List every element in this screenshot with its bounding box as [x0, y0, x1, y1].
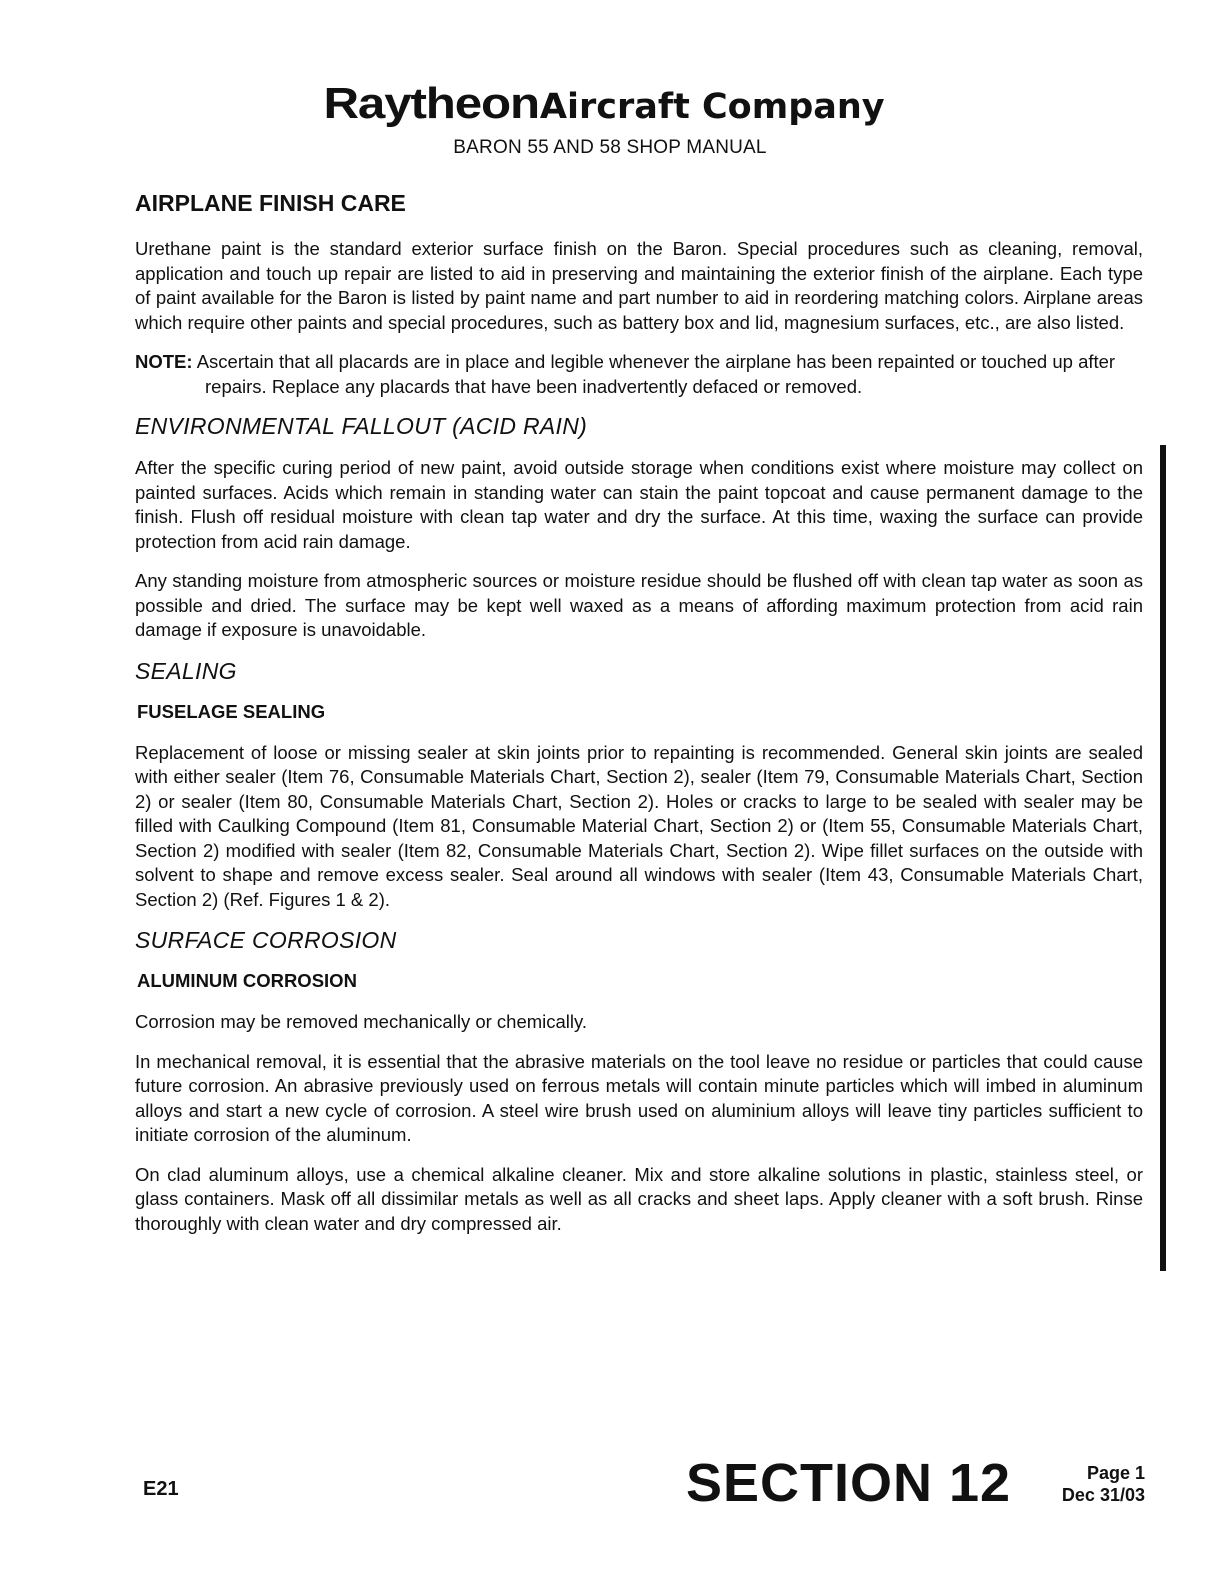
paragraph: Any standing moisture from atmospheric sources or moisture residue should be flushed off with clean tap water as soon as possible and dried. The surface may be kept well waxed as a means of affording maximum protection from acid rain damage if exposure is unavoidable.: [135, 570, 1143, 640]
paragraph: Corrosion may be removed mechanically or chemically.: [135, 1011, 588, 1032]
heading-sealing: SEALING: [135, 657, 237, 684]
paragraph: On clad aluminum alloys, use a chemical alkaline cleaner. Mix and store alkaline solutions in plastic, stainless steel, or glass containers. Mask off all dissimilar metals as well as all cracks and sheet laps. Apply cleaner with a soft brush. Rinse thoroughly with clean water and dry compressed air.: [135, 1163, 1143, 1234]
revision-date: Dec 31/03: [1061, 1485, 1145, 1505]
manual-title: BARON 55 AND 58 SHOP MANUAL: [453, 137, 767, 158]
note-label: NOTE:: [135, 351, 193, 372]
page-header: [0, 78, 1220, 159]
document-body: [135, 190, 1143, 1251]
footer-section-label: SECTION 12: [686, 1453, 1012, 1513]
heading-environmental-fallout: ENVIRONMENTAL FALLOUT (ACID RAIN): [135, 413, 588, 439]
subheading-fuselage-sealing: FUSELAGE SEALING: [137, 700, 326, 722]
section-title-finish-care: AIRPLANE FINISH CARE: [135, 190, 406, 216]
paragraph: Urethane paint is the standard exterior surface finish on the Baron. Special procedures such as cleaning, removal, application and touch up repair are listed to aid in preserving and maintaining the exterior finish of the airplane. Each type of paint available for the Baron is listed by paint name and part number to aid in reordering matching colors. Airplane areas which require other paints and special procedures, such as battery box and lid, magnesium surfaces, etc., are also listed.: [135, 238, 1143, 333]
footer-code: E21: [143, 1478, 179, 1500]
brand-name: Raytheon: [323, 79, 540, 128]
page-number: Page 1: [1086, 1463, 1145, 1483]
paragraph: Replacement of loose or missing sealer at skin joints prior to repainting is recommended. General skin joints are sealed with either sealer (Item 76, Consumable Materials Chart, Section 2), sealer (Item 79, Consumable Materials Chart, Section 2) or sealer (Item 80, Consumable Materials Chart, Section 2). Holes or cracks to large to be sealed with sealer may be filled with Caulking Compound (Item 81, Consumable Material Chart, Section 2) or (Item 55, Consumable Materials Chart, Section 2) modified with sealer (Item 82, Consumable Materials Chart, Section 2). Wipe fillet surfaces on the outside with solvent to shape and remove excess sealer. Seal around all windows with sealer (Item 43, Consumable Materials Chart, Section 2) (Ref. Figures 1 & 2).: [135, 741, 1143, 910]
subheading-aluminum-corrosion: ALUMINUM CORROSION: [137, 970, 357, 991]
revision-change-bar: [1160, 445, 1166, 1271]
footer-page-info: [1030, 1462, 1145, 1506]
note-text: Ascertain that all placards are in place and legible whenever the airplane has been repainted or touched up after repairs. Replace any placards that have been inadvertently defaced or removed.: [196, 351, 1116, 397]
company-name: Aircraft Company: [539, 87, 885, 127]
paragraph: In mechanical removal, it is essential that the abrasive materials on the tool leave no residue or particles that could cause future corrosion. An abrasive previously used on ferrous metals will contain minute particles which will imbed in aluminum alloys and start a new cycle of corrosion. A steel wire brush used on aluminium alloys will leave tiny particles sufficient to initiate corrosion of the aluminum.: [135, 1050, 1143, 1145]
note-block: [135, 350, 1143, 399]
paragraph: After the specific curing period of new paint, avoid outside storage when conditions exist where moisture may collect on painted surfaces. Acids which remain in standing water can stain the paint topcoat and cause permanent damage to the finish. Flush off residual moisture with clean tap water and dry the surface. At this time, waxing the surface can provide protection from acid rain damage.: [135, 457, 1143, 552]
heading-surface-corrosion: SURFACE CORROSION: [135, 927, 397, 953]
company-logo: [0, 78, 1220, 133]
